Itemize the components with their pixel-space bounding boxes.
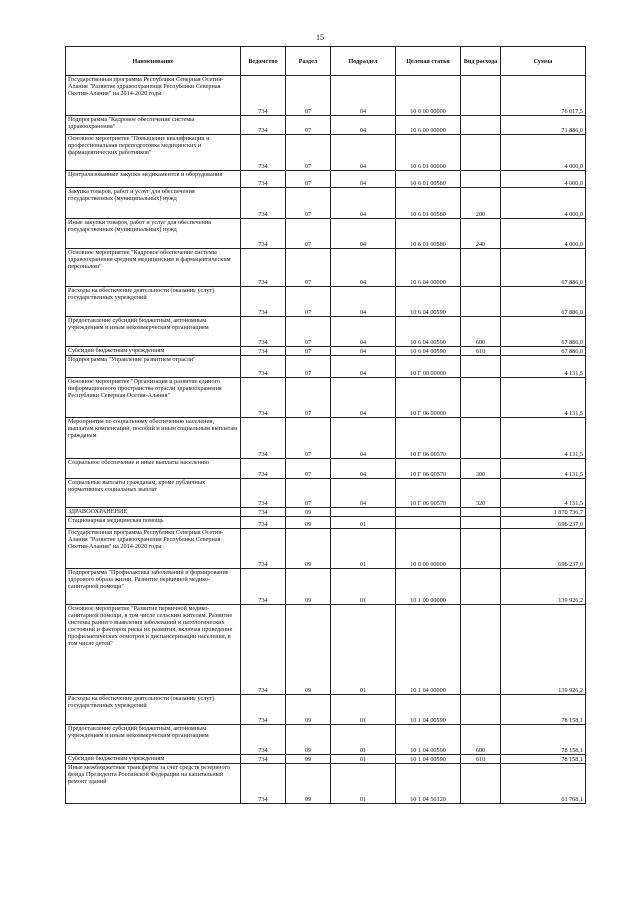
cell-razdel: 07 xyxy=(286,188,331,219)
cell-vid xyxy=(461,356,501,378)
cell-vedomstvo: 734 xyxy=(241,569,286,605)
cell-razdel: 09 xyxy=(286,569,331,605)
cell-vedomstvo: 734 xyxy=(241,605,286,695)
cell-vid xyxy=(461,135,501,171)
cell-target: 10 1 00 00000 xyxy=(396,569,461,605)
cell-podrazdel xyxy=(331,508,396,517)
header-podrazdel: Подраздел xyxy=(331,47,396,76)
cell-sum: 61 768,1 xyxy=(501,764,586,804)
cell-sum: 1 870 736,7 xyxy=(501,508,586,517)
cell-podrazdel: 04 xyxy=(331,249,396,287)
cell-target: 10 0 00 00000 xyxy=(396,76,461,116)
table-row xyxy=(66,287,586,317)
table-row xyxy=(66,219,586,249)
cell-target: 10 6 00 00000 xyxy=(396,116,461,135)
table-row xyxy=(66,605,586,695)
cell-target: 10 Г 06 00570 xyxy=(396,418,461,459)
header-vid: Вид расхода xyxy=(461,47,501,76)
cell-podrazdel: 04 xyxy=(331,188,396,219)
cell-podrazdel: 04 xyxy=(331,135,396,171)
table-row xyxy=(66,517,586,529)
cell-vedomstvo: 734 xyxy=(241,517,286,529)
cell-vid: 610 xyxy=(461,347,501,356)
cell-sum: 4 131,5 xyxy=(501,356,586,378)
cell-razdel: 09 xyxy=(286,517,331,529)
cell-vid: 200 xyxy=(461,188,501,219)
cell-vedomstvo: 734 xyxy=(241,529,286,569)
cell-podrazdel: 04 xyxy=(331,317,396,347)
cell-razdel: 07 xyxy=(286,479,331,508)
cell-name: Субсидии бюджетным учреждениям xyxy=(66,755,241,764)
cell-target: 10 1 04 00590 xyxy=(396,755,461,764)
cell-vid xyxy=(461,517,501,529)
cell-podrazdel: 04 xyxy=(331,171,396,188)
cell-vid xyxy=(461,249,501,287)
cell-name: Социальные выплаты гражданам, кроме публичных нормативных социальных выплат xyxy=(66,479,241,508)
cell-name: Предоставление субсидий бюджетным, автономным учреждениям и иным некоммерческим организациям xyxy=(66,317,241,347)
cell-razdel: 09 xyxy=(286,508,331,517)
cell-vedomstvo: 734 xyxy=(241,116,286,135)
cell-sum: 76 017,5 xyxy=(501,76,586,116)
cell-vid xyxy=(461,76,501,116)
cell-razdel: 07 xyxy=(286,171,331,188)
cell-name: Государственная программа Республики Северная Осетия-Алания "Развитие здравоохранения Республики Северная Осетия-Алания" на 2014-2020 годы xyxy=(66,76,241,116)
cell-vedomstvo: 734 xyxy=(241,378,286,418)
budget-table xyxy=(65,46,586,804)
cell-vedomstvo: 734 xyxy=(241,695,286,725)
cell-sum: 78 158,1 xyxy=(501,725,586,755)
cell-sum: 67 886,0 xyxy=(501,287,586,317)
cell-target: 10 Г 06 00570 xyxy=(396,479,461,508)
cell-vedomstvo: 734 xyxy=(241,76,286,116)
cell-vedomstvo: 734 xyxy=(241,764,286,804)
cell-target: 10 6 01 00000 xyxy=(396,135,461,171)
cell-razdel: 07 xyxy=(286,249,331,287)
cell-razdel: 07 xyxy=(286,287,331,317)
table-row xyxy=(66,725,586,755)
cell-razdel: 09 xyxy=(286,725,331,755)
cell-sum: 696 237,0 xyxy=(501,529,586,569)
cell-vid xyxy=(461,508,501,517)
cell-podrazdel: 04 xyxy=(331,287,396,317)
header-name: Наименование xyxy=(66,47,241,76)
cell-name: Подпрограмма "Профилактика заболеваний и формирование здорового образа жизни. Развитие первичной медико-санитарной помощи" xyxy=(66,569,241,605)
cell-target: 10 0 00 00000 xyxy=(396,529,461,569)
cell-vid xyxy=(461,529,501,569)
cell-target: 10 6 04 00590 xyxy=(396,317,461,347)
cell-name: Централизованные закупки медикаментов и оборудования xyxy=(66,171,241,188)
cell-target: 10 6 01 00580 xyxy=(396,219,461,249)
cell-razdel: 09 xyxy=(286,764,331,804)
cell-podrazdel: 04 xyxy=(331,356,396,378)
cell-podrazdel: 01 xyxy=(331,725,396,755)
cell-podrazdel: 01 xyxy=(331,529,396,569)
cell-target: 10 6 01 00580 xyxy=(396,188,461,219)
cell-sum: 4 000,0 xyxy=(501,135,586,171)
cell-sum: 4 131,5 xyxy=(501,459,586,479)
cell-sum: 4 000,0 xyxy=(501,171,586,188)
cell-razdel: 07 xyxy=(286,135,331,171)
cell-name: Расходы на обеспечение деятельности (оказание услуг) государственных учреждений xyxy=(66,287,241,317)
table-row xyxy=(66,76,586,116)
cell-vedomstvo: 734 xyxy=(241,418,286,459)
cell-name: Основное мероприятие "Организация и развитие единого информационного пространства отрасли здравоохранения Республики Северная Осетия-Алания" xyxy=(66,378,241,418)
cell-target: 10 6 04 00000 xyxy=(396,249,461,287)
cell-razdel: 07 xyxy=(286,459,331,479)
cell-podrazdel: 04 xyxy=(331,347,396,356)
cell-razdel: 09 xyxy=(286,605,331,695)
cell-vid: 300 xyxy=(461,459,501,479)
cell-vedomstvo: 734 xyxy=(241,249,286,287)
cell-razdel: 07 xyxy=(286,219,331,249)
cell-name: ЗДРАВООХРАНЕНИЕ xyxy=(66,508,241,517)
cell-name: Социальное обеспечение и иные выплаты населению xyxy=(66,459,241,479)
table-row xyxy=(66,479,586,508)
cell-podrazdel: 04 xyxy=(331,479,396,508)
cell-name: Субсидии бюджетным учреждениям xyxy=(66,347,241,356)
cell-vedomstvo: 734 xyxy=(241,188,286,219)
cell-vid xyxy=(461,171,501,188)
cell-name: Основное мероприятие "Кадровое обеспечение системы здравоохранения средним медицинским и фармацевтическим персоналом" xyxy=(66,249,241,287)
cell-podrazdel: 01 xyxy=(331,517,396,529)
table-row xyxy=(66,356,586,378)
header-razdel: Раздел xyxy=(286,47,331,76)
cell-vid: 240 xyxy=(461,219,501,249)
table-row xyxy=(66,171,586,188)
cell-name: Основное мероприятие "Повышение квалификации и профессиональная переподготовка медицинских и фармацевтических работников" xyxy=(66,135,241,171)
table-body xyxy=(66,76,586,804)
cell-razdel: 07 xyxy=(286,347,331,356)
cell-target: 10 1 04 00000 xyxy=(396,605,461,695)
cell-target: 10 Г 06 00570 xyxy=(396,459,461,479)
cell-target: 10 Г 06 00000 xyxy=(396,378,461,418)
cell-target xyxy=(396,517,461,529)
cell-vedomstvo: 734 xyxy=(241,479,286,508)
cell-vid xyxy=(461,605,501,695)
cell-sum: 78 158,1 xyxy=(501,695,586,725)
cell-razdel: 07 xyxy=(286,356,331,378)
cell-razdel: 07 xyxy=(286,378,331,418)
cell-podrazdel: 04 xyxy=(331,418,396,459)
cell-sum: 71 886,0 xyxy=(501,116,586,135)
cell-name: Основное мероприятие "Развитие первичной медико-санитарной помощи, в том числе сельским жителям. Развитие системы раннего выявления заболеваний и патологических состояний и факторов риска их развития, включая проведение профилактических осмотров и диспансеризации населения, в том числе детей" xyxy=(66,605,241,695)
table-row xyxy=(66,378,586,418)
cell-vedomstvo: 734 xyxy=(241,287,286,317)
cell-vedomstvo: 734 xyxy=(241,219,286,249)
cell-name: Расходы на обеспечение деятельности (оказание услуг) государственных учреждений xyxy=(66,695,241,725)
cell-vid xyxy=(461,764,501,804)
cell-target: 10 1 04 00590 xyxy=(396,695,461,725)
table-row xyxy=(66,695,586,725)
cell-podrazdel: 04 xyxy=(331,76,396,116)
cell-name: Подпрограмма "Управление развитием отрасли" xyxy=(66,356,241,378)
table-row xyxy=(66,459,586,479)
header-target: Целевая статья xyxy=(396,47,461,76)
cell-vid: 610 xyxy=(461,755,501,764)
header-sum: Сумма xyxy=(501,47,586,76)
cell-name: Предоставление субсидий бюджетным, автономным учреждениям и иным некоммерческим организациям xyxy=(66,725,241,755)
cell-name: Мероприятия по социальному обеспечению населения, выплатам компенсаций, пособий и иным социальным выплатам гражданам xyxy=(66,418,241,459)
cell-target: 10 1 04 56120 xyxy=(396,764,461,804)
cell-razdel: 09 xyxy=(286,695,331,725)
table-row xyxy=(66,347,586,356)
cell-razdel: 07 xyxy=(286,116,331,135)
cell-vid xyxy=(461,287,501,317)
cell-name: Государственная программа Республики Северная Осетия-Алания "Развитие здравоохранения Республики Северная Осетия-Алания" на 2014-2020 годы xyxy=(66,529,241,569)
cell-razdel: 09 xyxy=(286,755,331,764)
cell-sum: 4 131,5 xyxy=(501,418,586,459)
cell-vedomstvo: 734 xyxy=(241,459,286,479)
cell-vid xyxy=(461,116,501,135)
cell-podrazdel: 04 xyxy=(331,219,396,249)
cell-podrazdel: 01 xyxy=(331,605,396,695)
cell-name: Подпрограмма "Кадровое обеспечение системы здравоохранения" xyxy=(66,116,241,135)
cell-name: Иные закупки товаров, работ и услуг для обеспечения государственных (муниципальных) нужд xyxy=(66,219,241,249)
cell-razdel: 07 xyxy=(286,76,331,116)
cell-vedomstvo: 734 xyxy=(241,135,286,171)
table-header-row xyxy=(66,47,586,76)
cell-target: 10 6 04 00590 xyxy=(396,347,461,356)
cell-sum: 78 158,1 xyxy=(501,755,586,764)
cell-sum: 4 131,5 xyxy=(501,479,586,508)
table-row xyxy=(66,135,586,171)
page-number: 15 xyxy=(316,33,324,42)
cell-target: 10 1 04 00590 xyxy=(396,725,461,755)
table-row xyxy=(66,569,586,605)
cell-vedomstvo: 734 xyxy=(241,356,286,378)
cell-target xyxy=(396,508,461,517)
table-row xyxy=(66,116,586,135)
header-vedomstvo: Ведомство xyxy=(241,47,286,76)
cell-name: Стационарная медицинская помощь xyxy=(66,517,241,529)
cell-vedomstvo: 734 xyxy=(241,508,286,517)
cell-sum: 4 131,5 xyxy=(501,378,586,418)
table-row xyxy=(66,508,586,517)
cell-sum: 4 000,0 xyxy=(501,219,586,249)
cell-podrazdel: 01 xyxy=(331,695,396,725)
cell-vedomstvo: 734 xyxy=(241,317,286,347)
cell-target: 10 6 04 00590 xyxy=(396,287,461,317)
table-row xyxy=(66,529,586,569)
cell-vid xyxy=(461,378,501,418)
cell-vedomstvo: 734 xyxy=(241,171,286,188)
table-row xyxy=(66,188,586,219)
cell-vid xyxy=(461,695,501,725)
cell-sum: 139 926,2 xyxy=(501,605,586,695)
table-row xyxy=(66,317,586,347)
cell-name: Иные межбюджетные трансферты за счет средств резервного фонда Президента Российской Федерации на капитальный ремонт зданий xyxy=(66,764,241,804)
cell-sum: 67 886,0 xyxy=(501,347,586,356)
cell-sum: 4 000,0 xyxy=(501,188,586,219)
table-row xyxy=(66,755,586,764)
cell-sum: 67 886,0 xyxy=(501,317,586,347)
cell-sum: 696 237,0 xyxy=(501,517,586,529)
cell-target: 10 Г 00 00000 xyxy=(396,356,461,378)
cell-vedomstvo: 734 xyxy=(241,725,286,755)
cell-podrazdel: 04 xyxy=(331,116,396,135)
table-row xyxy=(66,418,586,459)
cell-vedomstvo: 734 xyxy=(241,347,286,356)
cell-sum: 139 926,2 xyxy=(501,569,586,605)
cell-target: 10 6 01 00580 xyxy=(396,171,461,188)
cell-vid xyxy=(461,418,501,459)
cell-razdel: 09 xyxy=(286,529,331,569)
table-row xyxy=(66,249,586,287)
cell-vid: 600 xyxy=(461,725,501,755)
cell-podrazdel: 01 xyxy=(331,755,396,764)
cell-vedomstvo: 734 xyxy=(241,755,286,764)
cell-podrazdel: 04 xyxy=(331,459,396,479)
cell-sum: 67 886,0 xyxy=(501,249,586,287)
cell-vid xyxy=(461,569,501,605)
cell-podrazdel: 04 xyxy=(331,378,396,418)
cell-razdel: 07 xyxy=(286,418,331,459)
table-row xyxy=(66,764,586,804)
cell-podrazdel: 01 xyxy=(331,569,396,605)
cell-vid: 600 xyxy=(461,317,501,347)
cell-vid: 320 xyxy=(461,479,501,508)
cell-razdel: 07 xyxy=(286,317,331,347)
cell-name: Закупка товаров, работ и услуг для обеспечения государственных (муниципальных) нужд xyxy=(66,188,241,219)
cell-podrazdel: 01 xyxy=(331,764,396,804)
